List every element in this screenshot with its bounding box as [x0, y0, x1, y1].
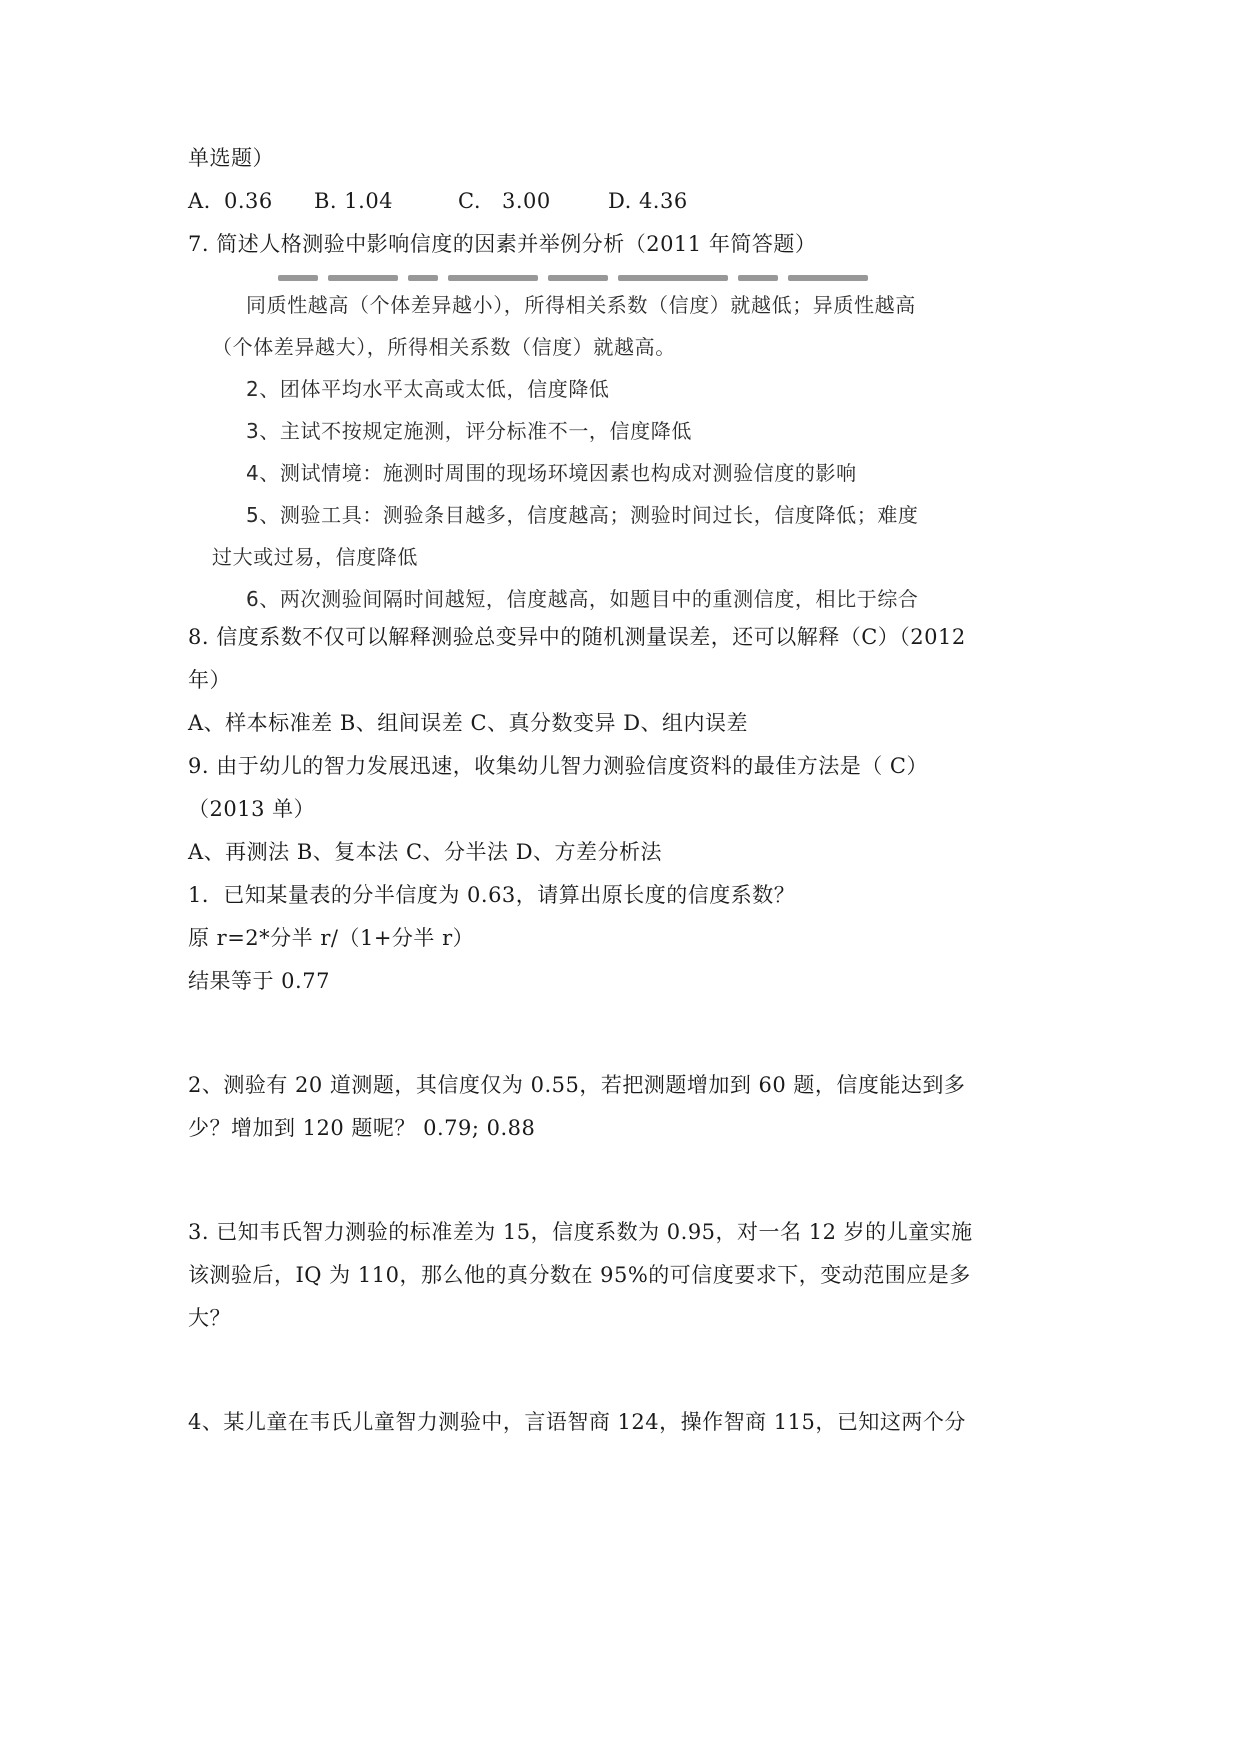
- scan-line-3: 2、团体平均水平太高或太低，信度降低: [246, 377, 610, 401]
- option-d: D. 4.36: [608, 189, 688, 213]
- answer-options-row: [188, 186, 788, 216]
- question-8-options: A、样本标准差 B、组间误差 C、真分数变异 D、组内误差: [188, 711, 749, 735]
- calc-question-2-line-1: 2、测验有 20 道测题，其信度仅为 0.55，若把测题增加到 60 题，信度能达到多: [188, 1073, 966, 1097]
- scan-line-1: 同质性越高（个体差异越小），所得相关系数（信度）就越低；异质性越高: [246, 293, 916, 317]
- question-9-line-1: 9. 由于幼儿的智力发展迅速，收集幼儿智力测验信度资料的最佳方法是（ C）: [188, 754, 928, 778]
- question-9-line-2: （2013 单）: [188, 797, 316, 821]
- question-8-line-2: 年）: [188, 668, 231, 692]
- calc-question-1-formula: 原 r=2*分半 r/（1+分半 r）: [188, 926, 475, 950]
- calc-question-2-line-2: 少？增加到 120 题呢？ 0.79; 0.88: [188, 1116, 536, 1140]
- scan-line-7: 过大或过易，信度降低: [212, 545, 418, 569]
- scan-cutoff-artifact: [278, 272, 1058, 278]
- scan-line-8: 6、两次测验间隔时间越短，信度越高，如题目中的重测信度，相比于综合: [246, 587, 919, 611]
- calc-question-3-line-2: 该测验后，IQ 为 110，那么他的真分数在 95%的可信度要求下，变动范围应是多: [188, 1263, 971, 1287]
- option-c-label: C.: [458, 189, 481, 213]
- text-line-question-type: 单选题）: [188, 146, 274, 170]
- option-b: B. 1.04: [314, 189, 394, 213]
- scan-line-4: 3、主试不按规定施测，评分标准不一，信度降低: [246, 419, 692, 443]
- calc-question-3-line-1: 3. 已知韦氏智力测验的标准差为 15，信度系数为 0.95，对一名 12 岁的儿童实施: [188, 1220, 973, 1244]
- scanned-answer-image: [188, 272, 1070, 680]
- calc-question-1: 1．已知某量表的分半信度为 0.63，请算出原长度的信度系数？: [188, 883, 796, 907]
- question-9-options: A、再测法 B、复本法 C、分半法 D、方差分析法: [188, 840, 663, 864]
- calc-question-1-result: 结果等于 0.77: [188, 969, 330, 993]
- calc-question-4-line-1: 4、某儿童在韦氏儿童智力测验中，言语智商 124，操作智商 115，已知这两个分: [188, 1410, 966, 1434]
- question-8-line-1: 8. 信度系数不仅可以解释测验总变异中的随机测量误差，还可以解释（C）（2012: [188, 625, 966, 649]
- calc-question-3-line-3: 大？: [188, 1306, 231, 1330]
- question-7: 7. 简述人格测验中影响信度的因素并举例分析（2011 年简答题）: [188, 232, 817, 256]
- scan-line-6: 5、测验工具：测验条目越多，信度越高；测验时间过长，信度降低；难度: [246, 503, 919, 527]
- option-a-value: 0.36: [224, 189, 273, 213]
- option-a-label: A.: [188, 189, 211, 213]
- option-c-value: 3.00: [502, 189, 551, 213]
- scan-line-5: 4、测试情境：施测时周围的现场环境因素也构成对测验信度的影响: [246, 461, 857, 485]
- scan-line-2: （个体差异越大），所得相关系数（信度）就越高。: [212, 335, 676, 359]
